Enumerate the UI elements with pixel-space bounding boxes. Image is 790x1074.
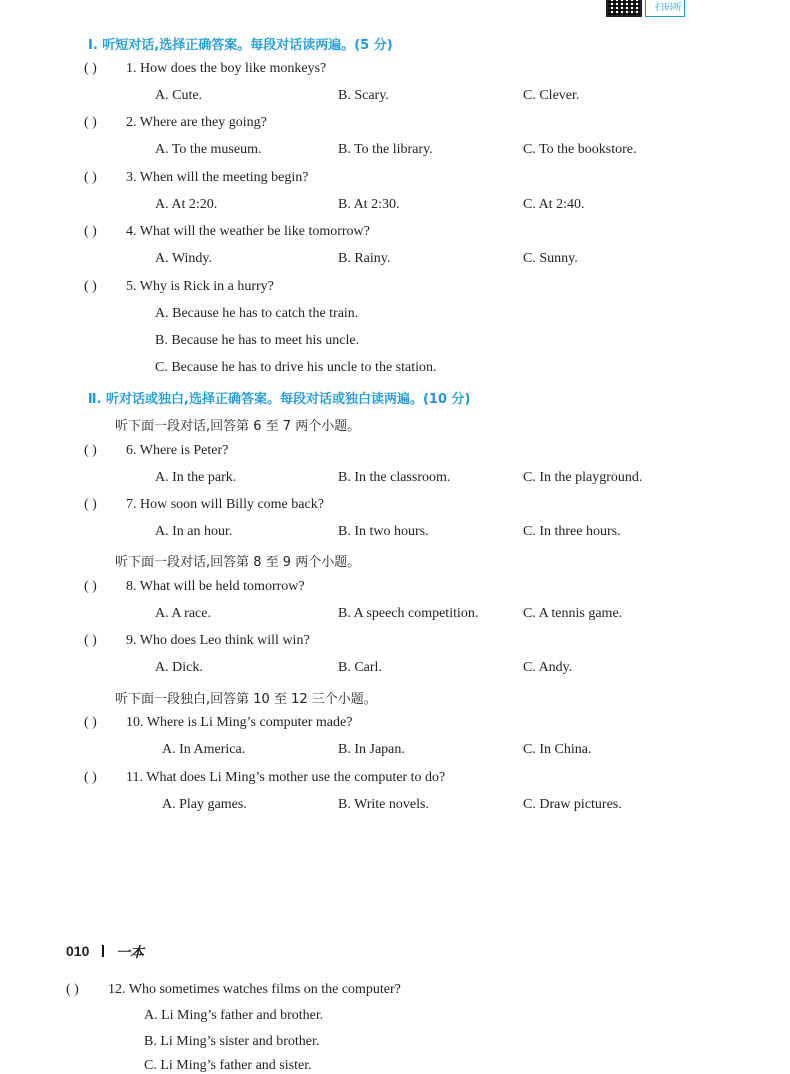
page-number: 010	[66, 943, 90, 959]
answer-blank-10[interactable]: ( )	[84, 715, 97, 730]
question-11-option-a[interactable]: A. Play games.	[162, 797, 247, 812]
question-10-text: 10. Where is Li Ming’s computer made?	[126, 715, 353, 730]
answer-blank-4[interactable]: ( )	[84, 224, 97, 239]
question-12-option-b[interactable]: B. Li Ming’s sister and brother.	[144, 1034, 320, 1049]
qr-code-icon	[606, 0, 642, 17]
answer-blank-3[interactable]: ( )	[84, 170, 97, 185]
question-9-option-c[interactable]: C. Andy.	[523, 660, 573, 675]
question-4-option-a[interactable]: A. Windy.	[155, 251, 212, 266]
question-5-option-c[interactable]: C. Because he has to drive his uncle to the station.	[155, 360, 437, 375]
section-2-title: Ⅱ. 听对话或独白,选择正确答案。每段对话或独白读两遍。(10 分)	[88, 392, 471, 407]
question-10-option-c[interactable]: C. In China.	[523, 742, 592, 757]
section-1-title: Ⅰ. 听短对话,选择正确答案。每段对话读两遍。(5 分)	[88, 38, 393, 53]
question-3-text: 3. When will the meeting begin?	[126, 170, 309, 185]
answer-blank-2[interactable]: ( )	[84, 115, 97, 130]
answer-blank-1[interactable]: ( )	[84, 61, 97, 76]
question-4-text: 4. What will the weather be like tomorrow?	[126, 224, 370, 239]
answer-blank-5[interactable]: ( )	[84, 279, 97, 294]
question-7-text: 7. How soon will Billy come back?	[126, 497, 324, 512]
question-9-text: 9. Who does Leo think will win?	[126, 633, 310, 648]
question-5-option-a[interactable]: A. Because he has to catch the train.	[155, 306, 359, 321]
question-2-option-b[interactable]: B. To the library.	[338, 142, 433, 157]
question-7-option-c[interactable]: C. In three hours.	[523, 524, 621, 539]
answer-blank-8[interactable]: ( )	[84, 579, 97, 594]
question-9-option-b[interactable]: B. Carl.	[338, 660, 382, 675]
question-6-option-b[interactable]: B. In the classroom.	[338, 470, 451, 485]
question-8-option-b[interactable]: B. A speech competition.	[338, 606, 479, 621]
question-12-text: 12. Who sometimes watches films on the computer?	[108, 982, 401, 997]
question-12-option-c[interactable]: C. Li Ming’s father and sister.	[144, 1058, 312, 1073]
question-3-option-c[interactable]: C. At 2:40.	[523, 197, 585, 212]
question-6-option-c[interactable]: C. In the playground.	[523, 470, 643, 485]
instruction-8-9: 听下面一段对话,回答第 8 至 9 两个小题。	[115, 555, 361, 570]
answer-blank-12[interactable]: ( )	[66, 982, 79, 997]
instruction-6-7: 听下面一段对话,回答第 6 至 7 两个小题。	[115, 419, 361, 434]
question-1-text: 1. How does the boy like monkeys?	[126, 61, 327, 76]
question-11-option-b[interactable]: B. Write novels.	[338, 797, 429, 812]
question-8-option-c[interactable]: C. A tennis game.	[523, 606, 623, 621]
instruction-10-12: 听下面一段独白,回答第 10 至 12 三个小题。	[115, 692, 377, 707]
question-2-text: 2. Where are they going?	[126, 115, 267, 130]
question-7-option-a[interactable]: A. In an hour.	[155, 524, 233, 539]
footer-divider	[102, 945, 104, 957]
answer-blank-11[interactable]: ( )	[84, 770, 97, 785]
question-1-option-c[interactable]: C. Clever.	[523, 88, 580, 103]
question-1-option-b[interactable]: B. Scary.	[338, 88, 389, 103]
question-11-text: 11. What does Li Ming’s mother use the computer to do?	[126, 770, 446, 785]
question-2-option-c[interactable]: C. To the bookstore.	[523, 142, 637, 157]
question-6-text: 6. Where is Peter?	[126, 443, 229, 458]
answer-blank-9[interactable]: ( )	[84, 633, 97, 648]
question-1-option-a[interactable]: A. Cute.	[155, 88, 203, 103]
question-10-option-a[interactable]: A. In America.	[162, 742, 246, 757]
question-6-option-a[interactable]: A. In the park.	[155, 470, 237, 485]
question-12-option-a[interactable]: A. Li Ming’s father and brother.	[144, 1008, 324, 1023]
question-3-option-b[interactable]: B. At 2:30.	[338, 197, 400, 212]
qr-label: 扫码听	[645, 0, 685, 17]
question-5-text: 5. Why is Rick in a hurry?	[126, 279, 274, 294]
question-4-option-b[interactable]: B. Rainy.	[338, 251, 391, 266]
question-4-option-c[interactable]: C. Sunny.	[523, 251, 578, 266]
question-3-option-a[interactable]: A. At 2:20.	[155, 197, 218, 212]
question-7-option-b[interactable]: B. In two hours.	[338, 524, 429, 539]
answer-blank-7[interactable]: ( )	[84, 497, 97, 512]
question-5-option-b[interactable]: B. Because he has to meet his uncle.	[155, 333, 360, 348]
answer-blank-6[interactable]: ( )	[84, 443, 97, 458]
question-8-option-a[interactable]: A. A race.	[155, 606, 211, 621]
brand-logo: 一本	[116, 945, 144, 961]
question-11-option-c[interactable]: C. Draw pictures.	[523, 797, 622, 812]
question-2-option-a[interactable]: A. To the museum.	[155, 142, 262, 157]
question-9-option-a[interactable]: A. Dick.	[155, 660, 203, 675]
question-10-option-b[interactable]: B. In Japan.	[338, 742, 405, 757]
question-8-text: 8. What will be held tomorrow?	[126, 579, 305, 594]
